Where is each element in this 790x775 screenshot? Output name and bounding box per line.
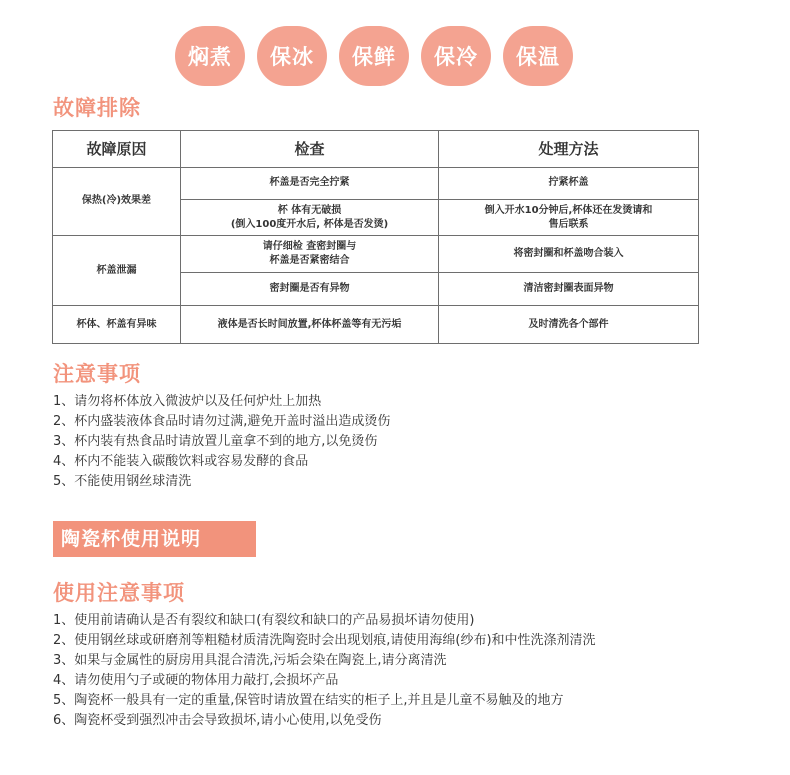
- cause-cell: 杯体、杯盖有异味: [53, 306, 181, 344]
- list-item: 5、不能使用钢丝球清洗: [53, 474, 192, 489]
- table-row: [53, 167, 699, 199]
- list-item: 4、请勿使用勺子或硬的物体用力敲打,会损坏产品: [53, 673, 339, 688]
- list-item: 6、陶瓷杯受到强烈冲击会导致损坏,请小心使用,以免受伤: [53, 713, 382, 728]
- badge-warm-keep: 保温: [503, 26, 573, 86]
- list-item: 2、杯内盛装液体食品时请勿过满,避免开盖时溢出造成烫伤: [53, 414, 391, 429]
- list-item: 1、请勿将杯体放入微波炉以及任何炉灶上加热: [53, 394, 322, 409]
- check-cell: 密封圈是否有异物: [181, 272, 439, 305]
- list-item: 1、使用前请确认是否有裂纹和缺口(有裂纹和缺口的产品易损坏请勿使用): [53, 613, 475, 628]
- usage-title: 使用注意事项: [53, 581, 185, 605]
- notes-title: 注意事项: [53, 362, 141, 386]
- table-row: [53, 306, 699, 344]
- cause-cell: 保热(冷)效果差: [53, 167, 181, 236]
- list-item: 2、使用钢丝球或研磨剂等粗糙材质清洗陶瓷时会出现划痕,请使用海绵(纱布)和中性洗涤剂清洗: [53, 633, 596, 648]
- cause-cell: 杯盖泄漏: [53, 236, 181, 306]
- table-header-row: [53, 131, 699, 168]
- ceramic-cup-banner: 陶瓷杯使用说明: [53, 521, 256, 557]
- badge-braise: 焖煮: [175, 26, 245, 86]
- badge-fresh-keep: 保鲜: [339, 26, 409, 86]
- badge-ice-keep: 保冰: [257, 26, 327, 86]
- header-fix: 处理方法: [439, 131, 699, 168]
- check-cell: 液体是否长时间放置,杯体杯盖等有无污垢: [181, 306, 439, 344]
- troubleshooting-title: 故障排除: [53, 96, 141, 120]
- fix-cell: 清洁密封圈表面异物: [439, 272, 699, 305]
- check-cell: 杯盖是否完全拧紧: [181, 167, 439, 199]
- check-cell: 杯 体有无破损 (倒入100度开水后, 杯体是否发烫): [181, 199, 439, 236]
- fix-cell: 将密封圈和杯盖吻合装入: [439, 236, 699, 273]
- table-row: [53, 236, 699, 273]
- header-cause: 故障原因: [53, 131, 181, 168]
- badge-cold-keep: 保冷: [421, 26, 491, 86]
- notes-list: [53, 392, 390, 492]
- list-item: 5、陶瓷杯一般具有一定的重量,保管时请放置在结实的柜子上,并且是儿童不易触及的地方: [53, 693, 564, 708]
- list-item: 3、杯内装有热食品时请放置儿童拿不到的地方,以免烫伤: [53, 434, 378, 449]
- fix-cell: 及时清洗各个部件: [439, 306, 699, 344]
- troubleshooting-table: [52, 130, 699, 344]
- header-check: 检查: [181, 131, 439, 168]
- list-item: 3、如果与金属性的厨房用具混合清洗,污垢会染在陶瓷上,请分离清洗: [53, 653, 447, 668]
- check-cell: 请仔细检 查密封圈与 杯盖是否紧密结合: [181, 236, 439, 273]
- fix-cell: 倒入开水10分钟后,杯体还在发烫请和 售后联系: [439, 199, 699, 236]
- fix-cell: 拧紧杯盖: [439, 167, 699, 199]
- usage-list: [53, 611, 596, 731]
- list-item: 4、杯内不能装入碳酸饮料或容易发酵的食品: [53, 454, 309, 469]
